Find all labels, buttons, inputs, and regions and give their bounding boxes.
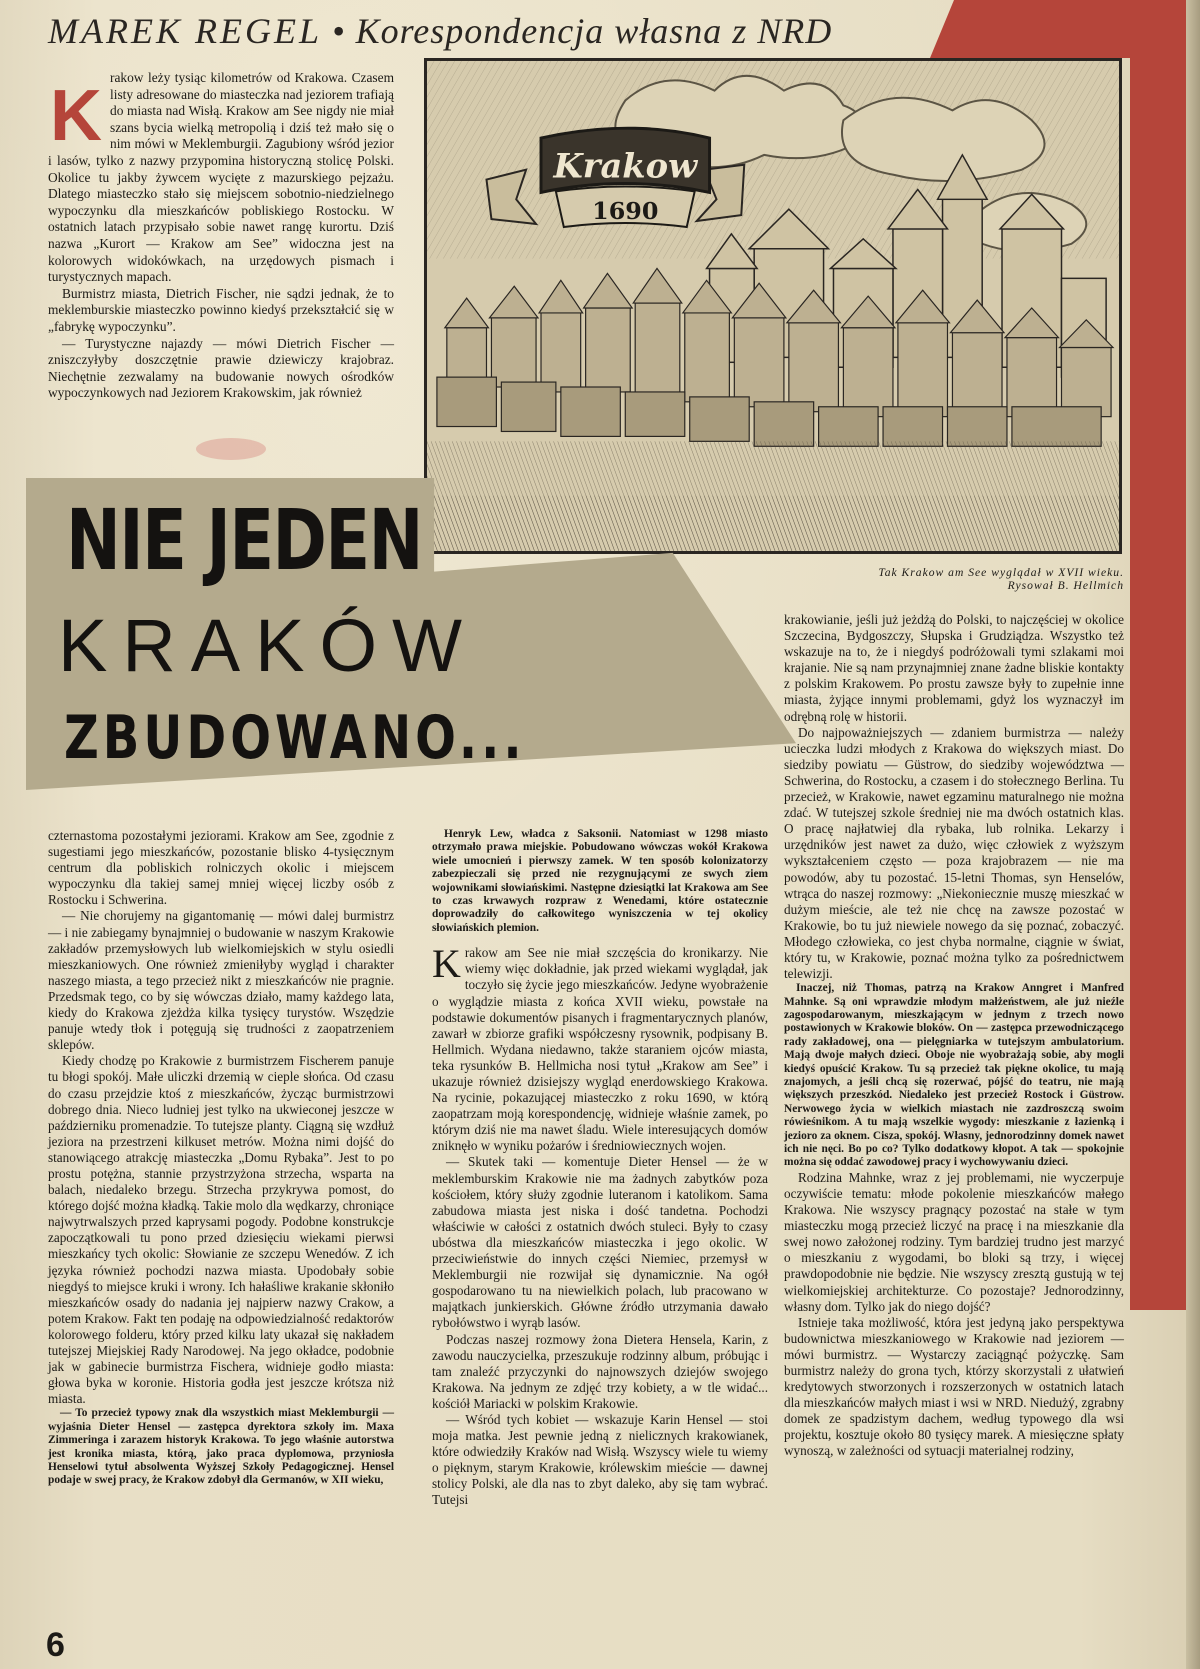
drop-cap: K (50, 76, 102, 156)
headline-line-3: ZBUDOWANO... (64, 703, 526, 773)
paragraph: Kiedy chodzę po Krakowie z burmistrzem Fischerem panuje tu błogi spokój. Małe uliczki drzemią w cieple słońca. Od czasu do czasu przejdzie ktoś z mieszkańców, życząc burmistrzowi dobrego dnia. Nieco ludniej jest tylko na ukwieconej jeszcze w październiku promenadzie. To tutejsze planty. Ciągną się wzdłuż jeziora na przestrzeni kilkuset metrów. Można nimi dojść do stanowiącego atrakcję miasteczka „Domu Rybaka”. Jest to po prostu potężna, stannie przystrzyżona strzecha, wsparta na balach, niedaleko brzegu. Strzecha przykrywa pomost, do którego dojść można kładką. Takie molo dla wędkarzy, chroniące najwytrwalszych przed kaprysami pogody. Podobne konstrukcje zapoczątkowali tu pono przed dziesięciu wiekami pierwsi mieszkańcy tych okolic: Słowianie ze szczepu Wenedów. Z ich języka również pochodzi nazwa miasta. Upodobały sobie niegdyś to miejsce kruki i wrony. Ich hałaśliwe krakanie skłoniło mieszkańców osady do nadania jej najpierw nazwy Crakow, a potem Krakow. Fakt ten podaję na odpowiedzialność redaktorów kolorowego folderu, który przed kilku laty ukazał się nakładem tutejszej Miejskiej Rady Narodowej. Na jego okładce, podobnie jak w gabinecie burmistrza Fischera, widnieje godło miasta: głowa byka w koronie. Historia godła jest jeszcze krótsza niż miasta. (48, 1053, 394, 1407)
headline-line-2: KRAKÓW (58, 604, 477, 687)
engraving-graphic (427, 61, 1119, 551)
paragraph: — Skutek taki — komentuje Dieter Hensel — że w meklemburskim Krakowie nie ma żadnych zabytków poza kościołem, który służy zgodnie luteranom i katolikom. Sama zabudowa miasta jest niska i dość tandetna. Pochodzi właściwie w całości z ostatnich dwóch stuleci. Były to czasy ubóstwa dla mieszkańców miasteczka i jego okolic. W przeciwieństwie do innych części Niemiec, przemysł w Meklemburgii nie rozwijał się dynamicznie. Na ogół gospodarowano tu na niewielkich polach, lub pracowano w majątkach junkierskich. Główne źródło utrzymania dawało rybołówstwo i wyrąb lasów. (432, 1154, 768, 1331)
column-1-top (48, 70, 394, 402)
paragraph: — Wśród tych kobiet — wskazuje Karin Hensel — stoi moja matka. Jest pewnie jedną z nielicznych krakowianek, które odwiedziły Kraków nad Wisłą. Wszyscy wiele tu wiemy o pięknym, starym Krakowie, królewskim mieście — dawnej stolicy Polski, ale dla nas to zbyt daleko, aby się tam wybrać. Tutejsi (432, 1411, 768, 1508)
paragraph: Rodzina Mahnke, wraz z jej problemami, nie wyczerpuje oczywiście tematu: młode pokolenie mieszkańców małego Krakowa. Nie wszyscy pragnący pozostać na stałe w tym miasteczku mogą przecież liczyć na pracę i na mieszkanie dla swej nowo założonej rodziny. Tym bardziej trudno jest marzyć o mieszkaniu z wygodami, bo bloki są trzy, i więcej prawdopodobnie nie będzie. Nie wszyscy zresztą gustują w tej wielkomiejskiej architekturze. Co pozostaje? Jednorodzinny, własny dom. Tylko jak do niego dojść? (784, 1169, 1124, 1314)
illustration-caption: Tak Krakow am See wyglądał w XVII wieku. Rysował B. Hellmich (878, 566, 1124, 592)
paragraph: — To przecież typowy znak dla wszystkich miast Meklemburgii — wyjaśnia Dieter Hensel — zastępca dyrektora szkoły im. Maxa Zimmeringa i zarazem historyk Krakowa. To jego właśnie autorstwa jest kronika miasta, którą, jako praca dyplomowa, przyniosła Henselowi tytuł absolwenta Wyższej Szkoły Pedagogicznej. Hensel podaje w swej pracy, że Krakow zdobył dla Germanów, w XII wieku, (48, 1407, 394, 1487)
byline-author: MAREK REGEL (48, 11, 322, 51)
byline (48, 10, 948, 56)
paragraph: Inaczej, niż Thomas, patrzą na Krakow Anngret i Manfred Mahnke. Są oni wprawdzie młodym małżeństwem, ale już nieźle zagospodarowanym, mieszkającym w jednym z trzech nowo postawionych w Krakowie bloków. On — zastępca przewodniczącego rady zakładowej, ona — pielęgniarka w tutejszym ambulatorium. Mają dwoje małych dzieci. Oboje nie wyobrażają sobie, aby mogli kiedyś opuścić Krakow. Tu są przecież tak piękne okolice, tu mają znajomych, a jeśli chcą się rozerwać, pójść do teatru, nie mają większych przeszkód. Niedaleko jest przecież Rostock i Güstrow. Nerwowego życia w wielkich miastach nie zazdroszczą swoim rówieśnikom. A tu mają wszelkie wygody: mieszkanie z łazienką i jezioro za oknem. Cisza, spokój. Własny, jednorodzinny domek nawet ich nie nęci. Bo po co? Tylko dodatkowy kłopot. A tak — spokojnie można się oddać zawodowej pracy i wychowywaniu dzieci. (784, 982, 1124, 1169)
paragraph: Do najpoważniejszych — zdaniem burmistrza — należy ucieczka ludzi młodych z Krakowa do większych miast. Do siedziby powiatu — Güstrow, do siedziby województwa — Schwerina, do Rostocku, a czasem i do stołecznego Berlina. Tu przecież, w Krakowie, nawet egzaminu maturalnego nie można zdać. W tutejszej szkole średniej nie ma dwóch ostatnich klas. O pracę najłatwiej dla rybaka, lub rolnika. Lekarzy i urzędników jest nawet za dużo, więc człowiek z wyższym wykształceniem często — poza krajobrazem — nie ma powodów, aby tu pozostać. 15-letni Thomas, syn Henselów, wtrąca do naszej rozmowy: „Niekoniecznie muszę mieszkać w dużym mieście, ale też nie chcę na zawsze pozostać w Krakowie, bo tu już niewiele nowego da się poznać, zobaczyć. Młodego człowieka, co jest chyba normalne, ciągnie w świat, który tu, w Krakowie, poznać można tylko za pośrednictwem telewizji. (784, 724, 1124, 982)
banner-title: Krakow (553, 145, 698, 186)
paragraph: krakowianie, jeśli już jeżdżą do Polski, to najczęściej w okolice Szczecina, Bydgoszczy, Słupska i Grudziądza. Wszystko też wskazuje na to, że i niegdyś podróżowali tymi szlakami moi krajanie. Nie są nam przynajmniej znane żadne bliskie kontakty z polskim Krakowem. Po prostu zawsze były to zupełnie inne miasta, żyjące innymi problemami, gdyż los wyznaczył im odrębną rolę w historii. (784, 612, 1124, 724)
column-1-bottom (48, 828, 394, 1488)
red-header-tab (930, 0, 1130, 58)
red-stain (196, 438, 266, 460)
paragraph: — Turystyczne najazdy — mówi Dietrich Fischer — zniszczyłyby doszczętnie prawie dziewiczy krajobraz. Niechętnie zezwalamy na budowanie nowych ośrodków wypoczynkowych nad Jeziorem Krakowskim, jak również (48, 335, 394, 401)
headline-line-1: NIE JEDEN (66, 491, 422, 589)
drop-cap: K (432, 941, 461, 987)
byline-section: Korespondencja własna z NRD (355, 11, 833, 51)
paragraph: Burmistrz miasta, Dietrich Fischer, nie sądzi jednak, że to meklemburskie miasteczko powinno kiedyś przekształcić się w „fabrykę wypoczynku”. (48, 285, 394, 334)
paragraph: Henryk Lew, władca z Saksonii. Natomiast w 1298 miasto otrzymało prawa miejskie. Pobudowano wówczas wokół Krakowa wiele umocnień i pierwszy zamek. W ten sposób kolonizatorzy zabezpieczali się przed nie rezygnującymi ze swych ziem wojownikami słowiańskimi. Następne dziesiątki lat Krakowa am See to czas krwawych rozpraw z Wenedami, które ostatecznie doprowadziły do całkowitego wyniszczenia w tej okolicy słowiańskich plemion. (432, 828, 768, 934)
paragraph: rakow leży tysiąc kilometrów od Krakowa. Czasem listy adresowane do miasteczka nad jeziorem trafiają do miasta nad Wisłą. Krakow am See nigdy nie miał szans bycia wielką metropolią i dziś też mało się o nim mówi w Meklemburgii. Zagubiony wśród jezior i lasów, tylko z nazwy przypomina historyczną stolicę Polski. Okolice tu jakby żywcem wycięte z mazurskiego pejzażu. Dlatego miasteczko stało się miejscem sobotnio-niedzielnego wypoczynku dla mieszkańców pobliskiego Rostocku. W ostatnich latach przypisało sobie nawet rangę kurortu. Dziś nazwa „Kurort — Krakow am See” widoczna jest na kolorowych widokówkach, na urzędowych pismach i turystycznych mapach. (48, 70, 394, 285)
paragraph: — Nie chorujemy na gigantomanię — mówi dalej burmistrz — i nie zabiegamy bynajmniej o budowanie w naszym Krakowie zakładów przemysłowych lub wielkomiejskich w stylu osiedli mieszkaniowych. One również zmieniłyby wygląd i charakter naszego miasta, a tego przecież nikt z mieszkańców nie pragnie. Przedsmak tego, co by się wówczas działo, mamy każdego lata, kiedy do Krakowa zjeżdża kilka tysięcy turystów. Wszędzie panuje wtedy tłok i potęgują się trudności z zaopatrzeniem sklepów. (48, 908, 394, 1053)
paragraph: Istnieje taka możliwość, która jest jedyną jako perspektywa budownictwa mieszkaniowego w Krakowie nad jeziorem — mówi burmistrz. — Wystarczy zaciągnąć pożyczkę. Sam burmistrz należy do grona tych, którzy skorzystali z ułatwień kredytowych stworzonych i rozszerzonych w ostatnich latach dla mieszkańców małych miast i wsi w NRD. Niedużý, zgrabny domek ze spadzistym dachem, według typowego dla wsi projektu, kosztuje około 80 tysięcy marek. A miesięczne spłaty wynoszą, w zależności od sytuacji materialnej rodziny, (784, 1314, 1124, 1459)
paragraph: czternastoma pozostałymi jeziorami. Krakow am See, zgodnie z sugestiami jego mieszkańców, pozostanie blisko 4-tysięcznym centrum dla pobliskich rolniczych okolic i miejscem wypoczynku dla takiej samej mniej więcej liczby osób z Rostocku i Schwerina. (48, 828, 394, 908)
paragraph: Podczas naszej rozmowy żona Dietera Hensela, Karin, z zawodu nauczycielka, przeszukuje rodzinny album, próbując i tam znaleźć przyczynki do najnowszych dziejów swojego Krakowa. Na jednym ze zdjęć trzy kobiety, a w tle widać... kościół Mariacki w polskim Krakowie. (432, 1331, 768, 1411)
banner-year: 1690 (592, 197, 659, 226)
column-2 (432, 828, 768, 1509)
byline-separator: • (331, 11, 346, 51)
page-edge-shadow (1186, 0, 1200, 1669)
engraving-illustration (424, 58, 1122, 554)
page-number: 6 (46, 1626, 65, 1664)
paragraph: rakow am See nie miał szczęścia do kronikarzy. Nie wiemy więc dokładnie, jak przed wiekami wyglądał, jak toczyło się życie jego mieszkańców. Jedyne wyobrażenie o wyglądzie miasta z końca XVII wieku, powstałe na podstawie dokumentów pisanych i fragmentarycznych planów, zawarł w zbiorze grafiki współczesny rysownik, podpisany B. Hellmich. Wydana niedawno, także staraniem ojców miasta, teka rysunków B. Hellmicha nosi tytuł „Krakow am See” i ukazuje również dzisiejszy wygląd enerdowskiego Krakowa. Na rycinie, pokazującej miasteczko z roku 1690, w którą zaopatrzam moją korespondencję, widnieje właśnie zamek, po którym dziś nie ma nawet śladu. Wiele interesujących domów zniknęło w wyniku pożarów i średniowiecznych wojen. (432, 945, 768, 1154)
column-3 (784, 612, 1124, 1460)
